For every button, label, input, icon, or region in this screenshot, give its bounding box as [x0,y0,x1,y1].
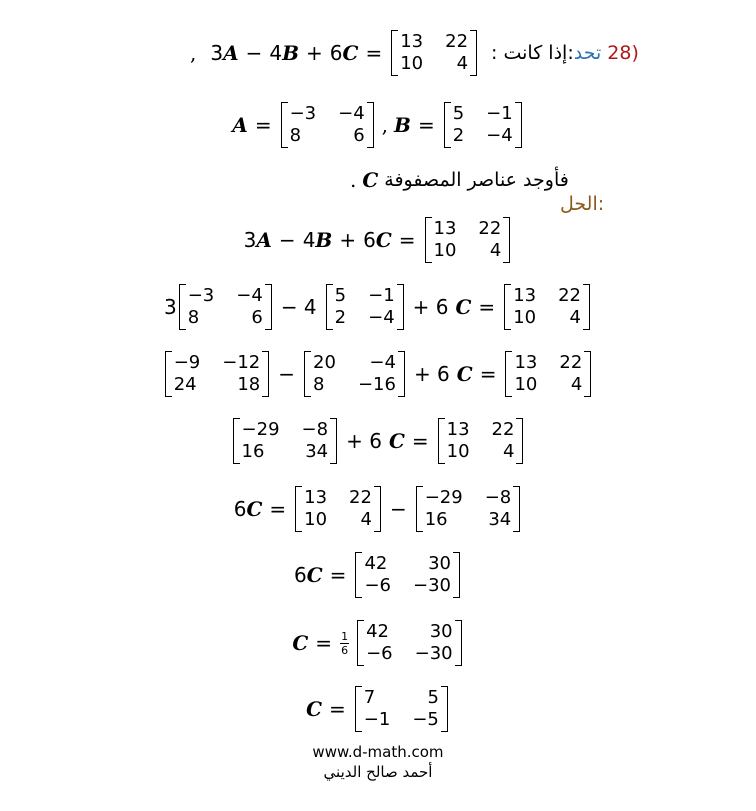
footer-author-row [0,765,756,780]
operator: − [389,497,407,521]
matrix-cell-r2c2: 4 [570,374,583,395]
matrix-right-bracket [453,552,460,598]
coef: 6 [329,41,343,65]
matrix-entries [302,486,374,532]
matrix-cell-r1c2: 30 [429,621,453,642]
matrix-a [281,102,374,148]
matrix-cell-r2c2: 4 [360,509,372,530]
step-4 [0,418,756,464]
matrix-cell-r2c1: 10 [513,307,537,328]
matrix-cell-r2c1: 8 [187,307,200,328]
matrix-step5-a [295,486,381,532]
separator-comma: , [381,113,389,137]
solution-label: الحل: [560,193,605,215]
matrix-cell-r1c2: −4 [338,103,365,124]
plus: + [306,41,323,65]
matrix-cell-r2c1: 10 [514,374,538,395]
equals: = [479,362,497,386]
matrix-cell-r2c2: −30 [414,643,453,664]
minus: − [278,228,296,252]
var-b: B [315,228,333,252]
matrix-cell-r1c1: 13 [446,419,470,440]
fraction-denominator: 6 [341,643,349,657]
matrix-left-bracket [505,351,512,397]
step-8 [0,686,756,732]
matrix-step3-b [304,351,405,397]
matrix-cell-r2c1: 8 [289,125,302,146]
matrix-right-bracket [455,620,462,666]
matrix-right-bracket [503,217,510,263]
solution-label-row [560,195,630,214]
matrix-entries [288,102,367,148]
matrix-cell-r1c2: 22 [491,419,515,440]
coef: 6 [294,563,307,587]
matrix-cell-r2c2: 18 [237,374,261,395]
matrix-cell-r1c2: −12 [222,352,261,373]
matrix-left-bracket [281,102,288,148]
matrix-step1-rhs [425,217,511,263]
equals: = [329,697,346,721]
matrix-cell-r2c2: −4 [486,125,513,146]
matrix-cell-r1c1: 13 [400,31,424,52]
var-a: A [232,113,248,137]
matrix-cell-r1c2: 22 [349,487,372,508]
matrix-entries [311,351,398,397]
instruction-text: فأوجد عناصر المصفوفة [384,168,569,191]
intro-text: : إذا كانت: [491,41,574,64]
matrix-cell-r2c2: 4 [489,240,502,261]
matrix-cell-r1c1: 42 [364,553,388,574]
matrix-left-bracket [425,217,432,263]
matrix-cell-r2c2: 4 [569,307,581,328]
matrix-right-bracket [584,351,591,397]
matrix-right-bracket [516,418,523,464]
matrix-left-bracket [179,284,186,330]
matrix-cell-r1c1: 5 [334,285,347,306]
equals: = [254,113,272,137]
equals: = [269,497,287,521]
matrix-cell-r2c1: −6 [364,575,391,596]
problem-statement-line [190,30,639,76]
matrix-entries [423,486,514,532]
var-c: C [306,697,323,721]
matrix-right-bracket [441,686,448,732]
step-6 [0,552,756,598]
matrix-cell-r2c1: 16 [424,509,448,530]
matrix-cell-r2c2: 6 [353,125,365,146]
matrix-cell-r2c1: 10 [304,509,328,530]
matrix-cell-r1c2: −1 [368,285,395,306]
matrix-cell-r2c1: −1 [363,709,391,730]
matrix-cell-r1c2: 22 [558,285,581,306]
operator: + 6 [412,295,449,319]
matrix-right-bracket [397,284,404,330]
matrix-cell-r2c2: −30 [412,575,451,596]
matrix-entries [364,620,455,666]
var-c: C [456,362,473,386]
author-name: أحمد صالح الديني [323,763,433,781]
operator: + 6 [346,429,382,453]
step-7 [0,620,756,666]
matrix-right-bracket [367,102,374,148]
instruction-period: . [350,168,357,192]
var-c: C [375,228,392,252]
matrix-cell-r1c1: 5 [452,103,465,124]
matrix-left-bracket [355,552,362,598]
matrix-cell-r1c1: −29 [241,419,280,440]
matrix-step3-a [165,351,270,397]
matrix-cell-r1c2: −8 [484,487,512,508]
equals: = [478,295,496,319]
var-a: A [223,41,239,65]
matrix-cell-r1c2: 22 [559,352,583,373]
matrix-left-bracket [355,686,362,732]
matrix-cell-r1c1: 42 [366,621,389,642]
matrix-left-bracket [304,351,311,397]
var-c: C [292,631,309,655]
matrix-cell-r1c2: −1 [486,103,513,124]
var-c: C [388,429,405,453]
matrix-cell-r1c1: −3 [289,103,317,124]
matrix-step5-b [416,486,521,532]
matrix-entries [362,686,441,732]
matrix-entries [240,418,331,464]
matrix-entries [432,217,504,263]
matrix-given-result [391,30,477,76]
matrix-cell-r1c2: −4 [369,352,396,373]
matrix-left-bracket [504,284,511,330]
equals: = [417,113,435,137]
matrix-step7 [357,620,462,666]
matrix-right-bracket [515,102,522,148]
matrix-cell-r1c1: 13 [514,352,538,373]
matrix-cell-r2c2: 4 [456,53,469,74]
matrix-entries [511,284,583,330]
matrix-cell-r1c1: −29 [424,487,463,508]
footer-website-row [0,745,756,760]
matrix-entries [445,418,517,464]
coef: 4 [302,228,316,252]
matrix-cell-r1c2: 30 [428,553,451,574]
coef: 6 [233,497,247,521]
matrix-cell-r2c1: 10 [400,53,424,74]
matrix-entries [172,351,263,397]
matrix-right-bracket [398,351,405,397]
matrix-cell-r1c1: −9 [173,352,201,373]
matrix-cell-r1c1: 13 [304,487,328,508]
matrix-cell-r2c2: −16 [357,374,396,395]
equals: = [315,631,333,655]
matrix-right-bracket [583,284,590,330]
matrix-left-bracket [391,30,398,76]
plus: + [339,228,357,252]
matrix-cell-r2c1: −6 [366,643,393,664]
matrix-entries [186,284,265,330]
matrix-cell-r1c1: −3 [187,285,215,306]
matrix-cell-r2c1: 2 [334,307,347,328]
matrix-cell-r1c2: −4 [236,285,263,306]
matrix-step8 [355,686,448,732]
matrix-entries [333,284,397,330]
coef: 3 [163,295,177,319]
fraction-numerator: 1 [341,629,349,643]
coef: 3 [243,228,257,252]
matrix-b [444,102,522,148]
var-a: A [256,228,272,252]
matrix-cell-r1c1: 13 [513,285,537,306]
matrix-cell-r2c1: 16 [241,441,265,462]
instruction-line [350,170,610,190]
challenge-word: تحد [573,41,602,64]
operator: − 4 [280,295,317,319]
var-b: B [394,113,411,137]
var-c: C [455,295,472,319]
matrix-step6 [355,552,460,598]
step-5 [0,486,756,532]
coef: 3 [210,41,224,65]
matrix-cell-r1c1: 20 [313,352,336,373]
matrix-entries [362,552,453,598]
equals: = [329,563,347,587]
equals: = [365,41,383,65]
var-c: C [306,563,323,587]
matrix-left-bracket [444,102,451,148]
var-b: B [282,41,300,65]
matrix-entries [512,351,584,397]
matrix-step2-rhs [504,284,590,330]
matrix-cell-r1c1: 13 [433,218,457,239]
matrix-cell-r2c2: 4 [502,441,515,462]
matrix-entries [451,102,515,148]
matrix-cell-r2c1: 10 [433,240,457,261]
var-c: C [342,41,359,65]
matrix-cell-r2c2: −4 [368,307,395,328]
matrix-right-bracket [374,486,381,532]
step-2 [0,284,756,330]
var-c: C [362,168,379,192]
fraction-one-sixth [340,631,349,656]
given-matrices-line [0,102,756,148]
matrix-step3-rhs [505,351,591,397]
matrix-cell-r1c2: 5 [427,687,439,708]
matrix-step4-rhs [438,418,524,464]
matrix-left-bracket [416,486,423,532]
step-3 [0,351,756,397]
matrix-right-bracket [513,486,520,532]
matrix-left-bracket [326,284,333,330]
matrix-left-bracket [233,418,240,464]
equals: = [411,429,429,453]
matrix-cell-r2c2: −5 [412,709,439,730]
matrix-cell-r2c1: 24 [173,374,197,395]
matrix-cell-r1c1: 7 [363,687,376,708]
matrix-cell-r2c2: 34 [305,441,329,462]
matrix-cell-r2c2: 34 [488,509,512,530]
matrix-right-bracket [265,284,272,330]
matrix-left-bracket [295,486,302,532]
matrix-step2-b [326,284,404,330]
operator: + 6 [413,362,450,386]
matrix-left-bracket [165,351,172,397]
matrix-right-bracket [470,30,477,76]
matrix-cell-r2c2: 6 [251,307,263,328]
question-number: 28) [607,41,639,64]
var-c: C [246,497,263,521]
coef: 6 [363,228,376,252]
operator: − [278,362,296,386]
step-1 [0,217,756,263]
matrix-left-bracket [438,418,445,464]
coef: 4 [269,41,283,65]
matrix-step2-a [179,284,272,330]
matrix-right-bracket [262,351,269,397]
matrix-cell-r1c2: −8 [301,419,329,440]
matrix-right-bracket [330,418,337,464]
matrix-cell-r1c2: 22 [445,31,469,52]
equals: = [398,228,416,252]
matrix-cell-r2c1: 2 [452,125,465,146]
trailing-comma: , [190,41,197,65]
matrix-cell-r2c1: 8 [313,374,325,395]
matrix-left-bracket [357,620,364,666]
matrix-step4-a [233,418,338,464]
matrix-entries [398,30,470,76]
minus: − [245,41,263,65]
matrix-cell-r2c1: 10 [446,441,470,462]
matrix-cell-r1c2: 22 [478,218,502,239]
website-link[interactable]: www.d-math.com [312,743,444,761]
